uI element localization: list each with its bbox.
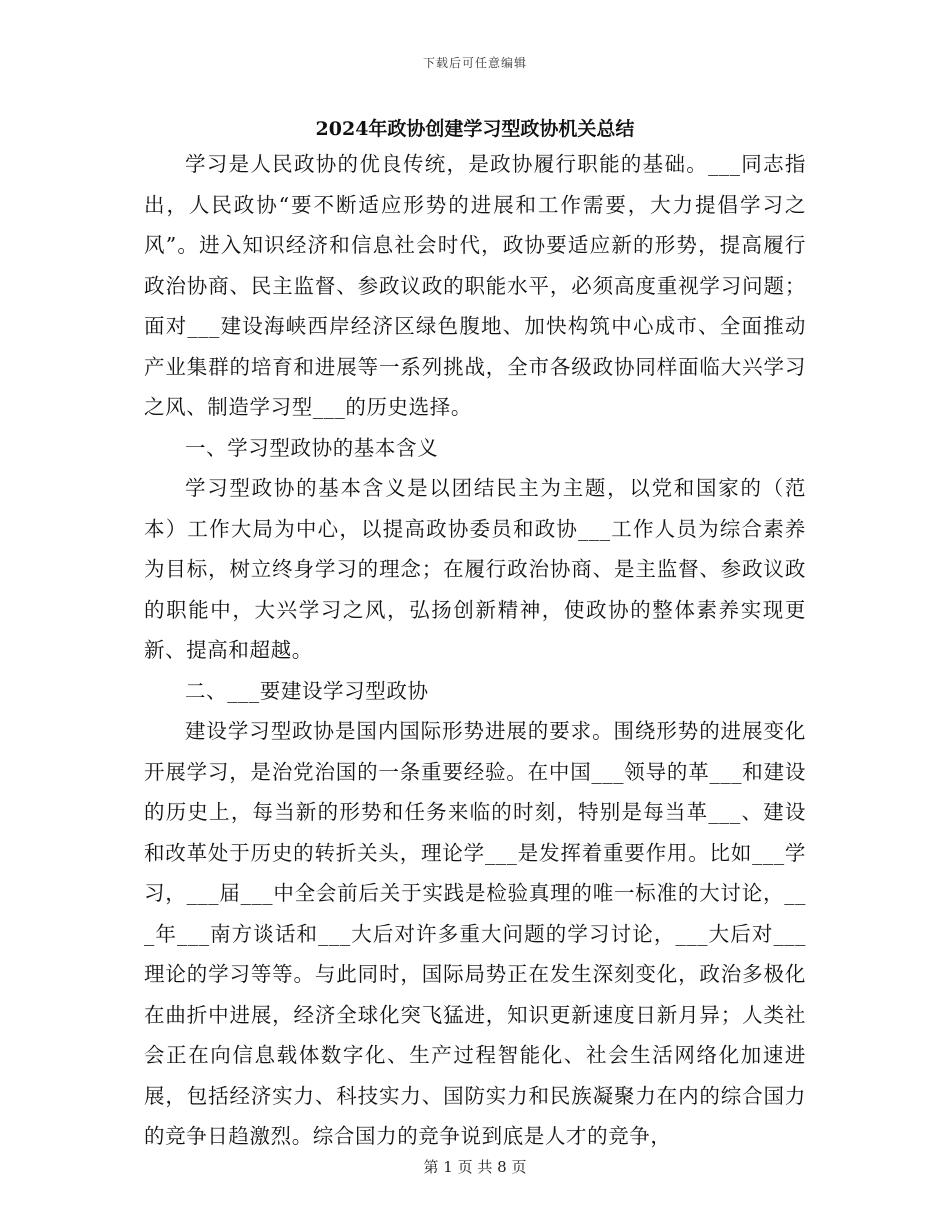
section-heading-2: 二、___要建设学习型政协: [185, 678, 429, 703]
section-heading-1: 一、学习型政协的基本含义: [185, 435, 439, 460]
paragraph-intro: 学习是人民政协的优良传统，是政协履行职能的基础。___同志指出，人民政协“要不断适应形势的进展和工作需要，大力提倡学习之风”。进入知识经济和信息社会时代，政协要适应新的形势，提高履行政治协商、民主监督、参政议政的职能水平，必须高度重视学习问题；面对___建设海峡西岸经济区绿色腹地、加快构筑中心成市、全面推动产业集群的培育和进展等一系列挑战，全市各级政协同样面临大兴学习之风、制造学习型___的历史选择。: [144, 152, 806, 419]
page-footer: 第 1 页 共 8 页: [423, 1158, 527, 1176]
paragraph-definition: 学习型政协的基本含义是以团结民主为主题，以党和国家的（范本）工作大局为中心，以提高政协委员和政协___工作人员为综合素养为目标，树立终身学习的理念；在履行政治协商、是主监督、参政议政的职能中，大兴学习之风，弘扬创新精神，使政协的整体素养实现更新、提高和超越。: [144, 476, 806, 662]
document-title: 2024年政协创建学习型政协机关总结: [315, 118, 635, 140]
header-note: 下载后可任意编辑: [422, 56, 527, 70]
paragraph-reasons: 建设学习型政协是国内国际形势进展的要求。围绕形势的进展变化开展学习，是治党治国的一条重要经验。在中国___领导的革___和建设的历史上，每当新的形势和任务来临的时刻，特别是每当革___、建设和改革处于历史的转折关头，理论学___是发挥着重要作用。比如___学习，___届___中全会前后关于实践是检验真理的唯一标准的大讨论，___年___南方谈话和___大后对许多重大问题的学习讨论，___大后对___理论的学习等等。与此同时，国际局势正在发生深刻变化，政治多极化在曲折中进展，经济全球化突飞猛进，知识更新速度日新月异；人类社会正在向信息载体数字化、生产过程智能化、社会生活网络化加速进展，包括经济实力、科技实力、国防实力和民族凝聚力在内的综合国力的竞争日趋激烈。综合国力的竞争说到底是人才的竞争，: [144, 719, 806, 1148]
document-body: [144, 144, 806, 1157]
